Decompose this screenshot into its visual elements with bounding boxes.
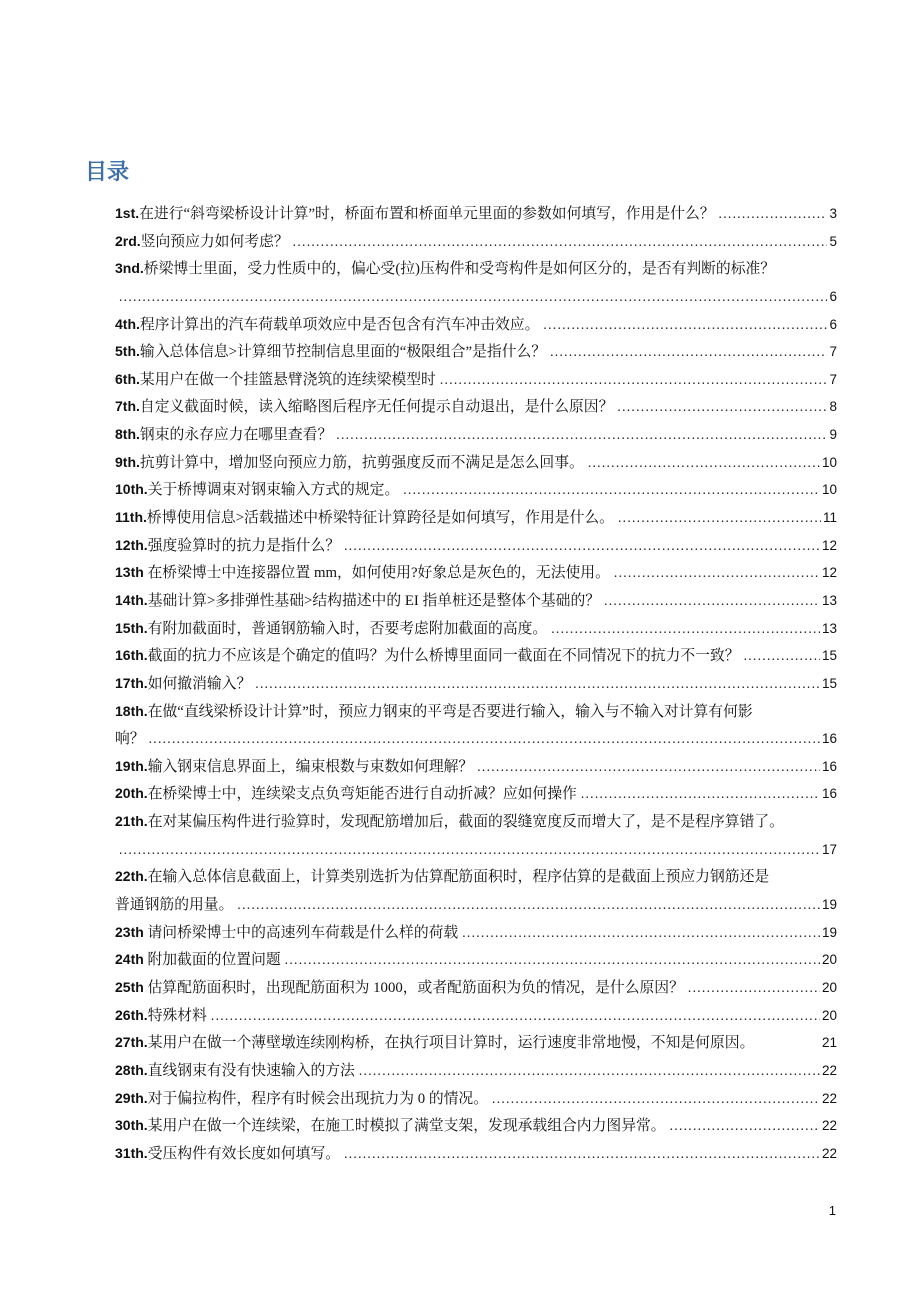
- toc-page-number: 20: [821, 952, 837, 968]
- dot-leader: [336, 421, 827, 449]
- toc-entry[interactable]: [115, 200, 837, 228]
- toc-entry-line: [115, 532, 837, 560]
- dot-leader: [149, 725, 820, 753]
- toc-entry-text: 桥博使用信息>活载描述中桥梁特征计算跨径是如何填写，作用是什么。: [146, 510, 614, 527]
- toc-entry-number: 19th.: [115, 757, 148, 774]
- toc-entry-number: 20th.: [115, 785, 148, 802]
- toc-entry-text: 如何撤消输入？: [147, 675, 252, 692]
- toc-entry-number: 1st.: [115, 205, 140, 221]
- toc-entry[interactable]: [115, 642, 837, 670]
- toc-entry-text: 在做“直线梁桥设计计算”时，预应力钢束的平弯是否要进行输入，输入与不输入对计算有何影: [147, 703, 753, 720]
- toc-entry[interactable]: [115, 1140, 837, 1168]
- toc-entry-line: [115, 1085, 837, 1113]
- dot-leader: [604, 587, 820, 615]
- toc-entry[interactable]: [115, 863, 837, 918]
- toc-page-number: 22: [821, 1062, 837, 1078]
- toc-entry[interactable]: [115, 421, 837, 449]
- toc-entry[interactable]: [115, 228, 837, 256]
- toc-entry-line: [115, 200, 837, 228]
- toc-entry[interactable]: [115, 780, 837, 808]
- toc-list: [115, 200, 837, 1167]
- toc-entry-number: 24th: [115, 951, 144, 968]
- toc-page-number: 6: [829, 316, 837, 332]
- toc-page-number: 12: [821, 537, 837, 553]
- toc-page-number: 19: [821, 924, 837, 940]
- toc-entry-text: 附加截面的位置问题: [143, 952, 281, 969]
- toc-entry-number: 18th.: [115, 702, 148, 719]
- toc-entry-text: 在进行“斜弯梁桥设计计算”时，桥面布置和桥面单元里面的参数如何填写，作用是什么？: [139, 206, 715, 222]
- dot-leader: [462, 919, 820, 947]
- toc-entry-number: 25th: [115, 978, 144, 995]
- toc-entry-number: 23th: [115, 923, 144, 940]
- toc-entry-text: 直线钢束有没有快速输入的方法: [147, 1062, 355, 1079]
- toc-page-number: 22: [821, 1145, 837, 1161]
- dot-leader: [550, 338, 827, 366]
- toc-entry-text: 响？: [115, 731, 145, 748]
- toc-entry-text: 在对某偏压构件进行验算时，发现配筋增加后，截面的裂缝宽度反而增大了，是不是程序算错了。: [147, 814, 784, 831]
- toc-entry-number: 30th.: [115, 1117, 148, 1134]
- toc-entry-number: 21th.: [115, 813, 148, 830]
- toc-entry-number: 9th.: [115, 453, 140, 470]
- toc-entry-line: [115, 670, 837, 698]
- toc-page-number: 19: [821, 897, 837, 913]
- toc-entry-line: [115, 1029, 837, 1057]
- toc-entry-number: 29th.: [115, 1089, 148, 1106]
- toc-entry[interactable]: [115, 532, 837, 560]
- toc-entry-text: 普通钢筋的用量。: [115, 897, 234, 914]
- toc-entry[interactable]: [115, 255, 837, 310]
- toc-entry-line: [115, 255, 837, 283]
- toc-entry-line: [115, 421, 837, 449]
- toc-page-number: 11: [822, 510, 837, 526]
- toc-entry[interactable]: [115, 587, 837, 615]
- toc-entry[interactable]: [115, 476, 837, 504]
- toc-page-number: 16: [821, 731, 837, 747]
- toc-page-number: 13: [821, 620, 837, 636]
- toc-entry[interactable]: [115, 338, 837, 366]
- toc-entry-text: 强度验算时的抗力是指什么？: [147, 537, 341, 554]
- toc-entry-number: 10th.: [115, 481, 148, 498]
- dot-leader: [618, 504, 821, 532]
- toc-entry-text: 某用户在做一个挂篮悬臂浇筑的连续梁模型时: [139, 371, 436, 388]
- dot-leader: [344, 1140, 820, 1168]
- dot-leader: [237, 891, 820, 919]
- dot-leader: [688, 974, 820, 1002]
- toc-entry-line: [115, 698, 837, 726]
- toc-page-number: 22: [821, 1090, 837, 1106]
- toc-entry-line: [115, 228, 837, 256]
- toc-page-number: 16: [821, 786, 837, 802]
- toc-entry-line: [115, 1140, 837, 1168]
- toc-page-number: 10: [821, 454, 837, 470]
- toc-entry-line: [115, 366, 837, 394]
- toc-entry-text: 桥梁博士里面，受力性质中的，偏心受(拉)压构件和受弯构件是如何区分的，是否有判断的标准？: [143, 261, 776, 278]
- toc-entry-text: 钢束的永存应力在哪里查看？: [139, 427, 333, 444]
- toc-page-number: 7: [829, 344, 837, 360]
- toc-entry-line: [115, 725, 837, 753]
- toc-page-number: 21: [821, 1035, 837, 1051]
- toc-entry-line: [115, 780, 837, 808]
- dot-leader: [617, 393, 827, 421]
- toc-entry-text: 估算配筋面积时，出现配筋面积为 1000，或者配筋面积为负的情况，是什么原因？: [143, 979, 684, 996]
- toc-entry[interactable]: [115, 1057, 837, 1085]
- toc-entry-number: 14th.: [115, 591, 148, 608]
- toc-entry-text: 竖向预应力如何考虑？: [140, 233, 289, 250]
- toc-page-number: 12: [821, 565, 837, 581]
- toc-entry-number: 5th.: [115, 343, 140, 360]
- toc-entry-line: [115, 753, 837, 781]
- toc-entry-number: 8th.: [115, 426, 140, 443]
- dot-leader: [293, 228, 828, 256]
- toc-entry-number: 16th.: [115, 647, 148, 664]
- toc-entry-line: [115, 974, 837, 1002]
- dot-leader: [211, 1002, 820, 1030]
- toc-entry-line: [115, 338, 837, 366]
- toc-entry-line: [115, 808, 837, 836]
- toc-entry-number: 3nd.: [115, 260, 144, 277]
- dot-leader: [614, 559, 820, 587]
- toc-entry-text: 程序计算出的汽车荷载单项效应中是否包含有汽车冲击效应。: [139, 316, 540, 333]
- toc-entry[interactable]: [115, 946, 837, 974]
- toc-entry-text: 某用户在做一个薄壁墩连续刚构桥，在执行项目计算时，运行速度非常地慢，不知是何原因。: [147, 1035, 755, 1052]
- toc-page-number: 8: [829, 399, 837, 415]
- toc-entry[interactable]: [115, 808, 837, 863]
- dot-leader: [344, 532, 820, 560]
- toc-entry-text: 输入总体信息>计算细节控制信息里面的“极限组合”是指什么？: [139, 344, 547, 361]
- toc-entry[interactable]: [115, 449, 837, 477]
- toc-entry-line: [115, 919, 837, 947]
- toc-page-number: 22: [821, 1118, 837, 1134]
- toc-entry-number: 22th.: [115, 868, 148, 885]
- toc-page-number: 20: [821, 1007, 837, 1023]
- toc-entry-text: 基础计算>多排弹性基础>结构描述中的 EI 指单桩还是整体个基础的？: [147, 592, 601, 609]
- dot-leader: [492, 1085, 820, 1113]
- toc-entry[interactable]: [115, 311, 837, 339]
- toc-page-number: 16: [821, 758, 837, 774]
- toc-entry[interactable]: [115, 670, 837, 698]
- toc-entry-text: 受压构件有效长度如何填写。: [147, 1145, 341, 1162]
- toc-entry-number: 31th.: [115, 1144, 148, 1161]
- toc-entry-text: 输入钢束信息界面上，编束根数与束数如何理解？: [147, 758, 474, 775]
- toc-entry-number: 17th.: [115, 674, 148, 691]
- dot-leader: [744, 642, 820, 670]
- toc-entry-number: 6th.: [115, 370, 140, 387]
- dot-leader: [359, 1057, 820, 1085]
- toc-page-number: 15: [821, 648, 837, 664]
- toc-entry-number: 13th: [115, 564, 144, 581]
- toc-entry[interactable]: [115, 1085, 837, 1113]
- toc-entry-line: [115, 863, 837, 891]
- dot-leader: [581, 780, 820, 808]
- toc-entry[interactable]: [115, 559, 837, 587]
- toc-entry-text: 特殊材料: [147, 1007, 207, 1024]
- toc-entry-line: [115, 946, 837, 974]
- toc-entry-line: [115, 1112, 837, 1140]
- dot-leader: [719, 200, 828, 228]
- toc-entry[interactable]: [115, 393, 837, 421]
- toc-entry-text: 在桥梁博士中连接器位置 mm，如何使用?好象总是灰色的，无法使用。: [143, 565, 610, 582]
- toc-entry[interactable]: [115, 1029, 837, 1057]
- toc-entry-number: 4th.: [115, 315, 140, 332]
- toc-entry-text: 抗剪计算中，增加竖向预应力筋，抗剪强度反而不满足是怎么回事。: [139, 454, 584, 471]
- toc-page-number: 17: [821, 841, 837, 857]
- dot-leader: [477, 753, 820, 781]
- toc-page-number: 6: [829, 288, 837, 304]
- toc-entry-number: 27th.: [115, 1034, 148, 1051]
- toc-page-number: 5: [829, 233, 837, 249]
- toc-page-number: 10: [821, 482, 837, 498]
- dot-leader: [119, 836, 820, 864]
- toc-entry-line: [115, 283, 837, 311]
- dot-leader: [670, 1112, 820, 1140]
- toc-entry-line: [115, 1002, 837, 1030]
- toc-entry-text: 在输入总体信息截面上，计算类别选折为估算配筋面积时，程序估算的是截面上预应力钢筋还是: [147, 869, 770, 886]
- toc-entry-line: [115, 476, 837, 504]
- toc-page-number: 3: [829, 206, 837, 221]
- toc-title: 目录: [85, 159, 130, 184]
- toc-page-number: 20: [821, 979, 837, 995]
- toc-entry-line: [115, 642, 837, 670]
- toc-entry[interactable]: [115, 366, 837, 394]
- toc-entry-line: [115, 836, 837, 864]
- dot-leader: [543, 311, 827, 339]
- toc-entry-line: [115, 393, 837, 421]
- toc-entry-text: 截面的抗力不应该是个确定的值吗？为什么桥博里面同一截面在不同情况下的抗力不一致？: [147, 648, 740, 665]
- toc-entry-number: 2rd.: [115, 232, 141, 249]
- toc-entry-number: 11th.: [115, 509, 147, 526]
- toc-entry-text: 某用户在做一个连续梁，在施工时模拟了满堂支架，发现承载组合内力图异常。: [147, 1118, 666, 1135]
- toc-entry-line: [115, 559, 837, 587]
- toc-entry[interactable]: [115, 919, 837, 947]
- toc-entry-number: 7th.: [115, 398, 140, 415]
- toc-entry-text: 关于桥博调束对钢束输入方式的规定。: [147, 482, 400, 499]
- toc-page-number: 13: [821, 592, 837, 608]
- toc-entry[interactable]: [115, 1112, 837, 1140]
- toc-entry-line: [115, 1057, 837, 1085]
- toc-page-number: 9: [829, 427, 837, 443]
- dot-leader: [403, 476, 820, 504]
- toc-entry[interactable]: [115, 615, 837, 643]
- toc-entry[interactable]: [115, 504, 837, 532]
- toc-entry-number: 28th.: [115, 1061, 148, 1078]
- toc-entry[interactable]: [115, 698, 837, 753]
- toc-page-number: 7: [829, 371, 837, 387]
- toc-page-number: 15: [821, 675, 837, 691]
- dot-leader: [551, 615, 820, 643]
- toc-entry-line: [115, 615, 837, 643]
- toc-entry-line: [115, 891, 837, 919]
- toc-entry-line: [115, 311, 837, 339]
- toc-entry-text: 对于偏拉构件，程序有时候会出现抗力为 0 的情况。: [147, 1090, 489, 1107]
- toc-entry[interactable]: [115, 1002, 837, 1030]
- toc-entry-line: [115, 587, 837, 615]
- toc-entry-line: [115, 449, 837, 477]
- toc-entry-number: 26th.: [115, 1006, 148, 1023]
- dot-leader: [119, 283, 827, 311]
- toc-entry-text: 自定义截面时候，读入缩略图后程序无任何提示自动退出，是什么原因？: [139, 399, 614, 416]
- toc-entry[interactable]: [115, 753, 837, 781]
- footer-page-number: 1: [828, 1203, 836, 1218]
- toc-entry-number: 15th.: [115, 619, 148, 636]
- toc-entry-text: 请问桥梁博士中的高速列车荷载是什么样的荷载: [143, 924, 459, 941]
- toc-entry-text: 在桥梁博士中，连续梁支点负弯矩能否进行自动折减？应如何操作: [147, 786, 577, 803]
- dot-leader: [588, 449, 820, 477]
- toc-entry-text: 有附加截面时，普通钢筋输入时，否要考虑附加截面的高度。: [147, 620, 548, 637]
- dot-leader: [255, 670, 820, 698]
- toc-entry[interactable]: [115, 974, 837, 1002]
- dot-leader: [285, 946, 820, 974]
- toc-entry-line: [115, 504, 837, 532]
- toc-entry-number: 12th.: [115, 536, 148, 553]
- dot-leader: [440, 366, 828, 394]
